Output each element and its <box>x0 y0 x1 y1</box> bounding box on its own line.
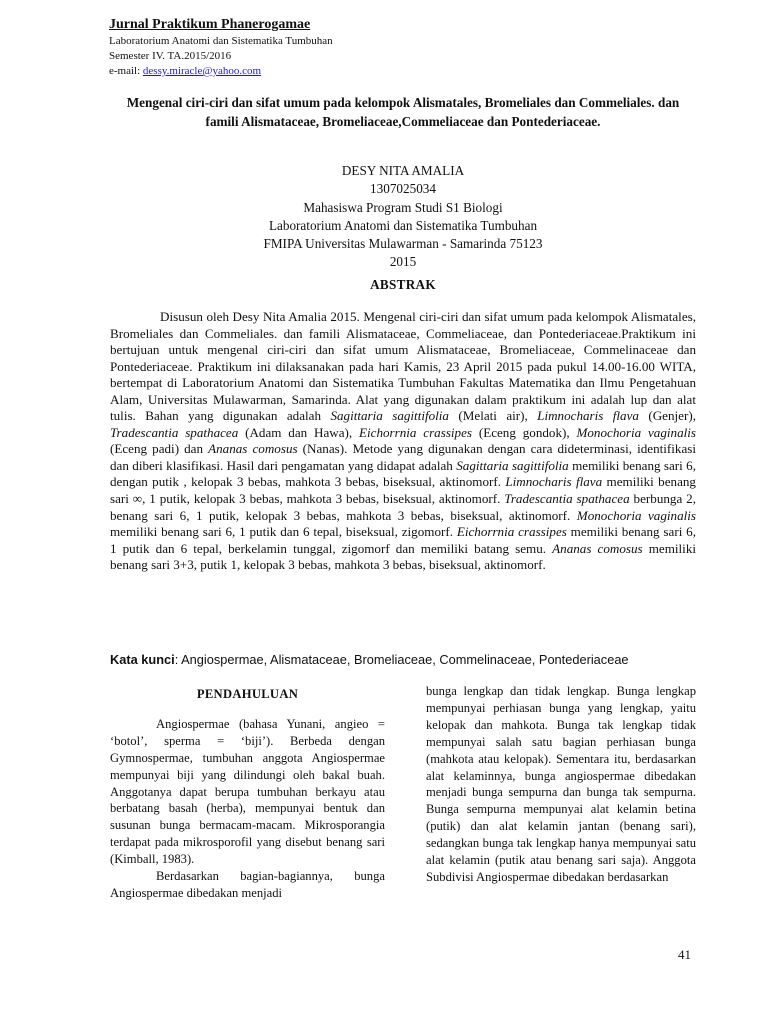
author-program: Mahasiswa Program Studi S1 Biologi <box>303 199 503 215</box>
intro-text: Angiospermae (bahasa Yunani, angieo = ‘botol’, sperma = ‘biji’). Berbeda dengan Gymnospermae, tumbuhan anggota Angiospermae mempunyai biji yang dilindungi oleh bakal buah. Anggotanya dapat berupa tumbuhan berkayu atau berbatang basah (herba), mempunyai bentuk dan susunan bunga bermacam-macam. Mikrosporangia terdapat pada mikrosporofil yang disebut benang sari (Kimball, 1983). <box>110 716 385 867</box>
abstract-text: Disusun oleh Desy Nita Amalia 2015. Mengenal ciri-ciri dan sifat umum pada kelompok Alismatales, Bromeliales dan Commeliales. dan famili Alismataceae, Commeliaceae, dan Pontederiaceae.Praktikum ini bertujuan untuk mengenal ciri-ciri dan sifat umum Alismataceae, Bromeliaceae, Commelinaceae dan Pontederiaceae. Praktikum ini dilaksanakan pada hari Kamis, 23 April 2015 pada pukul 14.00-16.00 WITA, bertempat di Laboratorium Anatomi dan Sistematika Tumbuhan Fakultas Matematika dan Ilmu Pengetahuan Alam, Universitas Mulawarman, Samarinda. Alat yang digunakan dalam praktikum ini adalah lup dan alat tulis. Bahan yang digunakan adalah <box>110 309 696 424</box>
abstract-text: berbunga 2, benang sari 6, 1 putik, kelopak 3 bebas, mahkota 3 bebas, biseksual, aktinomorf. <box>110 491 696 523</box>
intro-right-column <box>426 683 696 886</box>
abstract-heading: ABSTRAK <box>370 277 436 292</box>
journal-header <box>109 16 529 79</box>
semester-line: Semester IV. TA.2015/2016 <box>109 50 232 62</box>
species-name: Ananas comosus <box>552 540 643 556</box>
abstract-body <box>110 309 696 574</box>
abstract-text: (Melati air), <box>448 408 538 424</box>
email-label: e-mail: <box>109 65 143 77</box>
species-name: Sagittaria sagittifolia <box>330 408 449 424</box>
intro-heading: PENDAHULUAN <box>196 687 299 701</box>
abstract-text: memiliki benang sari ∞, 1 putik, kelopak 3 bebas, mahkota 3 bebas, biseksual, aktinomorf. <box>110 474 696 507</box>
species-name: Monochoria vaginalis <box>576 507 697 523</box>
abstract-text: (Adam dan Hawa), <box>238 424 359 440</box>
intro-paragraph <box>110 716 385 868</box>
journal-title: Jurnal Praktikum Phanerogamae <box>109 17 311 32</box>
abstract-text: memiliki benang sari 6, 1 putik dan 6 tepal, biseksual, zigomorf. <box>110 524 457 540</box>
email-line <box>109 64 529 79</box>
intro-left-column <box>110 686 385 902</box>
species-name: Eichorrnia crassipes <box>359 424 473 440</box>
species-name: Sagittaria sagittifolia <box>456 457 569 473</box>
species-name: Ananas comosus <box>208 441 298 457</box>
species-name: Limnocharis flava <box>505 474 603 490</box>
abstract-text: memiliki benang sari 3+3, putik 1, kelopak 3 bebas, mahkota 3 bebas, biseksual, aktinomorf. <box>110 540 697 573</box>
species-name: Tradescantia spathacea <box>504 491 630 507</box>
keywords-text: : Angiospermae, Alismataceae, Bromeliaceae, Commelinaceae, Pontederiaceae <box>174 652 629 667</box>
paper-title: Mengenal ciri-ciri dan sifat umum pada kelompok Alismatales, Bromeliales dan Commeliales. dan famili Alismataceae, Bromeliaceae,Commeliaceae dan Pontederiaceae. <box>126 95 680 129</box>
page-number: 41 <box>678 947 691 962</box>
intro-paragraph: bunga lengkap dan tidak lengkap. Bunga lengkap mempunyai perhiasan bunga yang lengkap, yaitu kelopak dan mahkota. Bunga tak lengkap tidak mempunyai salah satu bagian perhiasan bunga (mahkota atau kelopak). Sementara itu, berdasarkan alat kelaminnya, bunga angiospermae dibedakan menjadi bunga sempurna dan bunga tak sempurna. Bunga sempurna mempunyai alat kelamin betina (putik) dan alat kelamin jantan (benang sari), sedangkan bunga tak lengkap hanya mempunyai satu alat kelamin (putik atau benang sari saja). Anggota Subdivisi Angiospermae dibedakan berdasarkan <box>426 684 696 884</box>
author-nim: 1307025034 <box>370 181 436 197</box>
keywords-label: Kata kunci <box>110 652 175 667</box>
author-institution: FMIPA Universitas Mulawarman - Samarinda 75123 <box>263 236 543 252</box>
species-name: Tradescantia spathacea <box>110 424 239 440</box>
species-name: Eichorrnia crassipes <box>456 524 567 540</box>
intro-paragraph <box>110 868 385 902</box>
abstract-text: memiliki benang sari 6, 1 putik dan 6 tepal, berkelamin tunggal, zigomorf dan memiliki batang semu. <box>110 524 696 556</box>
abstract-text: (Nanas). Metode yang digunakan dengan cara dideterminasi, identifikasi dan diberi klasifikasi. Hasil dari pengamatan yang didapat adalah <box>110 441 696 473</box>
intro-text: Berdasarkan bagian-bagiannya, bunga Angiospermae dibedakan menjadi <box>110 869 385 900</box>
abstract-text: memiliki benang sari 6, dengan putik , kelopak 3 bebas, mahkota 3 bebas, biseksual, aktinomorf. <box>110 457 696 490</box>
author-name: DESY NITA AMALIA <box>341 163 465 178</box>
author-block <box>110 162 696 272</box>
abstract-text: (Eceng padi) dan <box>110 441 209 457</box>
abstract-text: (Genjer), <box>638 408 696 424</box>
abstract-text: (Eceng gondok), <box>472 424 577 440</box>
species-name: Limnocharis flava <box>537 408 639 424</box>
author-lab: Laboratorium Anatomi dan Sistematika Tumbuhan <box>268 217 538 233</box>
keywords <box>110 652 710 667</box>
species-name: Monochoria vaginalis <box>576 424 697 440</box>
lab-line: Laboratorium Anatomi dan Sistematika Tumbuhan <box>109 35 333 47</box>
email-link[interactable]: dessy.miracle@yahoo.com <box>142 65 262 77</box>
author-year: 2015 <box>389 254 417 270</box>
